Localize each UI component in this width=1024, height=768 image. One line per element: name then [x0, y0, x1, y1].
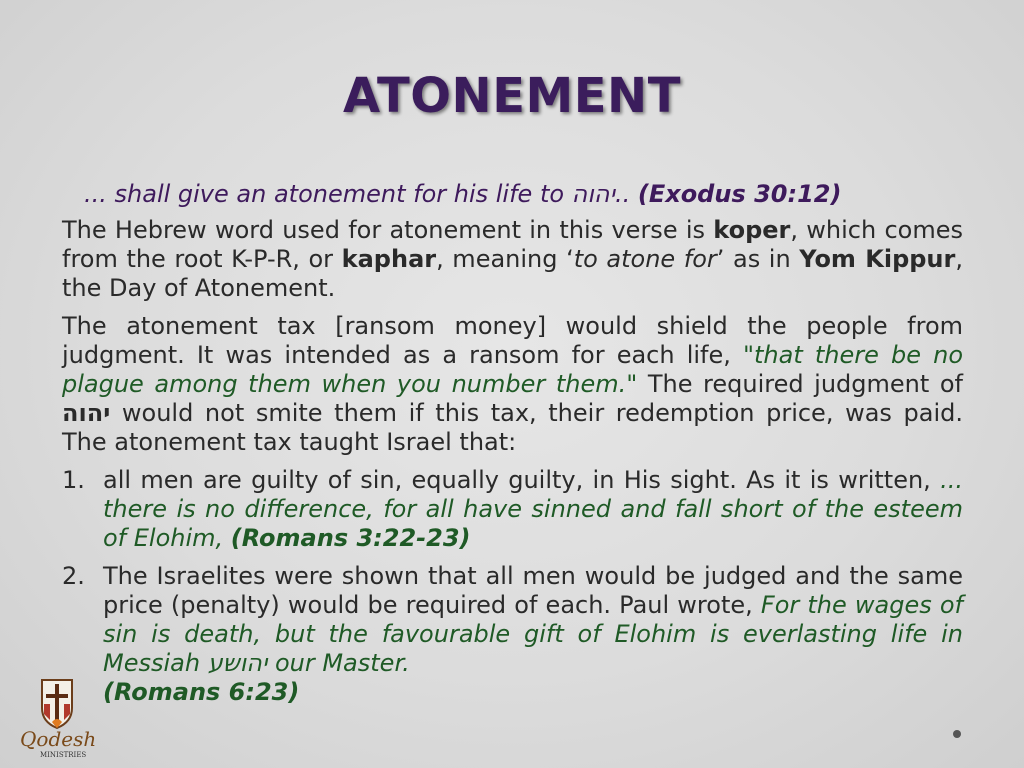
slide-content: [62, 180, 963, 716]
para1-text-2: , which comes from the root K-P-R, or: [62, 216, 964, 273]
list-item-scripture: ... there is no difference, for all have sinned and fall short of the esteem of Elohim,: [103, 466, 963, 552]
list-item-reference: (Romans 3:22-23): [230, 524, 471, 552]
para1-text-1: The Hebrew word used for atonement in this verse is: [62, 216, 714, 244]
para2-text-3: would not smite them if this tax, their redemption price, was paid. The atonement tax taught Israel that:: [62, 399, 963, 456]
shield-cross-icon: [14, 674, 100, 760]
term-koper: koper: [713, 216, 791, 244]
logo-subtitle: MINISTRIES: [40, 751, 87, 759]
para2-scripture-quote: "that there be no plague among them when you number them.": [62, 341, 964, 398]
verse-text: ... shall give an atonement for his life to יהוה..: [84, 180, 631, 208]
divine-name: יהוה: [62, 399, 111, 427]
list-item-number: 2.: [62, 562, 85, 590]
para1-text-3: , meaning ‘: [436, 245, 574, 273]
para2-text-1: The atonement tax [ransom money] would shield the people from judgment. It was intended as a ransom for each life,: [62, 312, 963, 369]
list-item-scripture: For the wages of sin is death, but the favourable gift of Elohim is everlasting life in Messiah יהושע our Master.: [103, 591, 963, 677]
list-item-number: 1.: [62, 466, 85, 494]
meaning-to-atone-for: to atone for: [573, 245, 717, 273]
opening-verse: [84, 180, 963, 209]
para2-text-2: The required judgment of: [637, 370, 963, 398]
paragraph-koper: [62, 216, 963, 303]
list-item-text: The Israelites were shown that all men would be judged and the same price (penalty) would be required of each. Paul wrote,: [103, 562, 963, 619]
list-item: [62, 562, 963, 707]
list-item: [62, 466, 963, 553]
slide-title: ATONEMENT: [343, 68, 681, 124]
page-indicator-dot: [953, 730, 961, 738]
paragraph-atonement-tax: [62, 312, 963, 457]
list-item-reference: (Romans 6:23): [103, 678, 300, 706]
verse-reference: (Exodus 30:12): [637, 180, 842, 208]
list-item-text: all men are guilty of sin, equally guilty, in His sight. As it is written,: [103, 466, 941, 494]
term-kaphar: kaphar: [341, 245, 437, 273]
para1-text-5: , the Day of Atonement.: [62, 245, 963, 302]
term-yom-kippur: Yom Kippur: [799, 245, 956, 273]
logo-name: Qodesh: [20, 727, 97, 751]
para1-text-4: ’ as in: [716, 245, 800, 273]
